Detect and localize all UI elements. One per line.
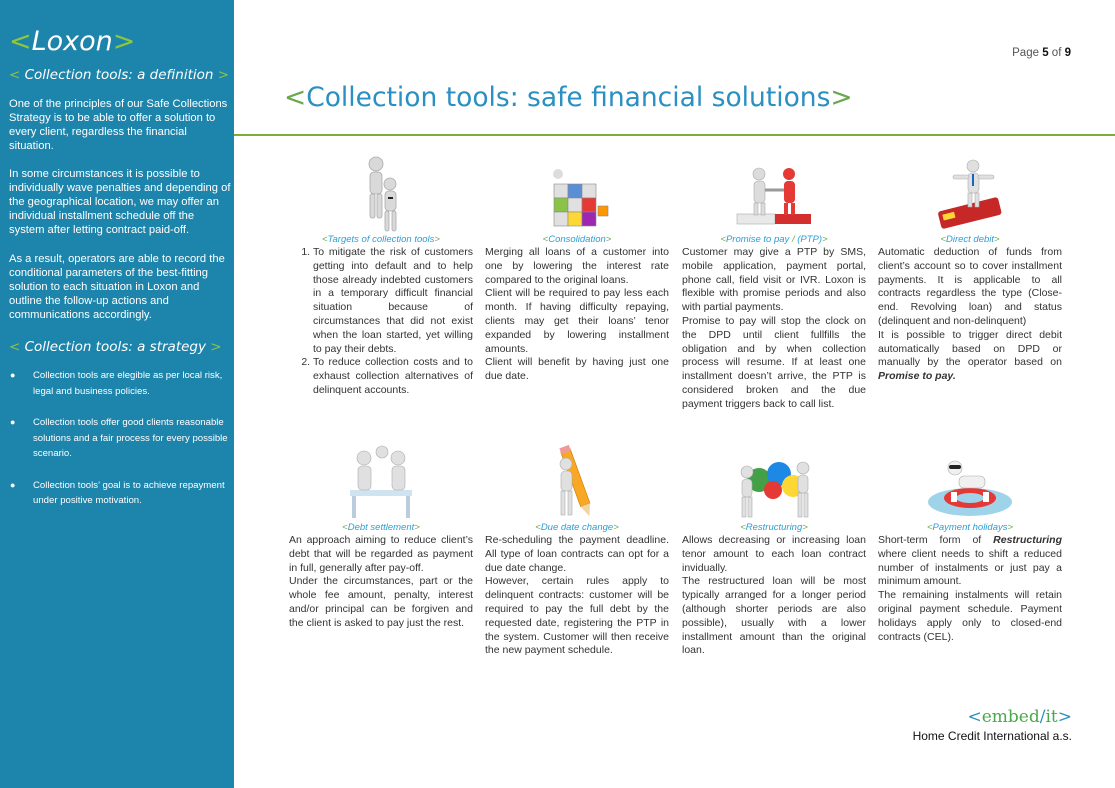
people-ladder-illustration (289, 150, 473, 234)
card-body: Automatic deduction of funds from client’s account so to cover installment payments. It is applicable to all contracts regardless the type (Close-end. Revolving loan) and status (delinquent and non-delinquent) It is possible to trigger direct debit automatically based on DPD or manually by the operator based on Promise to pay. (878, 246, 1062, 383)
sidebar-paragraph-2: In some circumstances it is possible to individually wave penalties and depending of the geographical location, we may offer an individual installment schedule off the system after letting contract paid-off. (9, 168, 231, 236)
loxon-logo: <Loxon> (9, 26, 136, 57)
card-restructuring (682, 438, 866, 658)
card-direct-debit (878, 150, 1062, 384)
card-tag: <Consolidation> (542, 234, 612, 245)
sidebar-paragraph-1: One of the principles of our Safe Collections Strategy is to be able to offer a solution to every client, regardless the financial situation. (9, 98, 228, 152)
card-payment-holidays (878, 438, 1062, 644)
card-body: Re-scheduling the payment deadline. All type of loan contracts can opt for a due date change. However, certain rules apply to delinquent contracts: customer will be required to pay the full debt by the requested date, registering the PTP in the system. Customer will then receive the new payment schedule. (485, 534, 669, 657)
card-tag: <Promise to pay / (PTP)> (720, 234, 828, 245)
card-tag: <Restructuring> (740, 522, 808, 533)
card-consolidation (485, 150, 669, 384)
sidebar-paragraph-3: As a result, operators are able to record the conditional parameters of the best-fitting solution to each situation in Loxon and outline the follow-up actions and communications accordingly. (9, 253, 225, 321)
card-body: Merging all loans of a customer into one by lowering the interest rate compared to the original loans. Client will be required to pay less each month. If having difficulty repaying, clients may get their loans’ tenor expanded by lowering installment amounts. Client will benefit by having just one due date. (485, 246, 669, 383)
list-item: ● Collection tools are elegible as per local risk, legal and business policies. (10, 370, 223, 397)
card-debt-settlement (289, 438, 473, 631)
card-body: Customer may give a PTP by SMS, mobile application, payment portal, phone call, field visit or IVR. Loxon is flexible with promise periods and also with partial payments. Promise to pay will stop the clock on the DPD until client fullfills the obligation and by when collection process will resume. If at least one installment doesn’t arrive, the PTP is considered broken and the due payment triggers back to call list. (682, 246, 866, 410)
page-number: Page 5 of 9 (1012, 47, 1071, 59)
card-body: An approach aiming to reduce client’s debt that will be regarded as payment in full, generally after pay-off. Under the circumstances, part or the whole fee amount, penalty, interest and/or principal can be forgiven and the client is asked to pay just the rest. (289, 534, 473, 629)
sidebar (0, 0, 234, 788)
pool-float-illustration (878, 438, 1062, 522)
bullet-icon: ● (10, 370, 16, 380)
list-item: ● Collection tools’ goal is to achieve repayment under positive motivation. (10, 479, 225, 506)
page-title: <Collection tools: safe financial solutions> (284, 82, 853, 113)
bullet-icon: ● (10, 417, 16, 427)
list-item: 1. To mitigate the risk of customers getting into default and to help those already indebted customers in a temporary difficult financial situation because of circumstances that did not exist when the loan started, yet willing to pay their debts. (313, 246, 473, 356)
card-tag: <Debt settlement> (342, 522, 420, 533)
card-promise-to-pay (682, 150, 866, 412)
gears-illustration (682, 438, 866, 522)
pencil-figure-illustration (485, 438, 669, 522)
embedit-logo: <embed/it> (967, 707, 1072, 727)
section-title-definition: < Collection tools: a definition > (9, 67, 230, 83)
bullet-icon: ● (10, 479, 16, 490)
cube-illustration (485, 150, 669, 234)
divider (234, 134, 1115, 136)
card-tag: <Due date change> (535, 522, 619, 533)
section-title-strategy: < Collection tools: a strategy > (9, 339, 222, 355)
card-body: Allows decreasing or increasing loan tenor amount to each loan contract invidually. The restructured loan will be most typically arranged for a longer period (although shorter periods are also possible), usually with a lower installment amount than the original loan. (682, 534, 866, 657)
strategy-list (9, 368, 231, 525)
list-item: ● Collection tools offer good clients reasonable solutions and a fair process for every possible scenario. (10, 417, 228, 459)
card-tag: <Payment holidays> (926, 522, 1014, 533)
card-body: Short-term form of Restructuring where client needs to shift a reduced number of instalments or just pay a minimum amount. The remaining instalments will retain original payment schedule. Payment holidays apply only to closed-end contracts (CEL). (878, 534, 1062, 643)
card-body (289, 246, 473, 398)
handshake-puzzle-illustration (682, 150, 866, 234)
meeting-table-illustration (289, 438, 473, 522)
card-targets (289, 150, 473, 398)
list-item: 2. To reduce collection costs and to exhaust collection alternatives of delinquent accounts. (313, 356, 473, 397)
card-tag: <Direct debit> (940, 234, 1000, 245)
company-name: Home Credit International a.s. (912, 729, 1072, 743)
card-due-date-change (485, 438, 669, 658)
card-tag: <Targets of collection tools> (322, 234, 440, 245)
credit-card-surfer-illustration (878, 150, 1062, 234)
